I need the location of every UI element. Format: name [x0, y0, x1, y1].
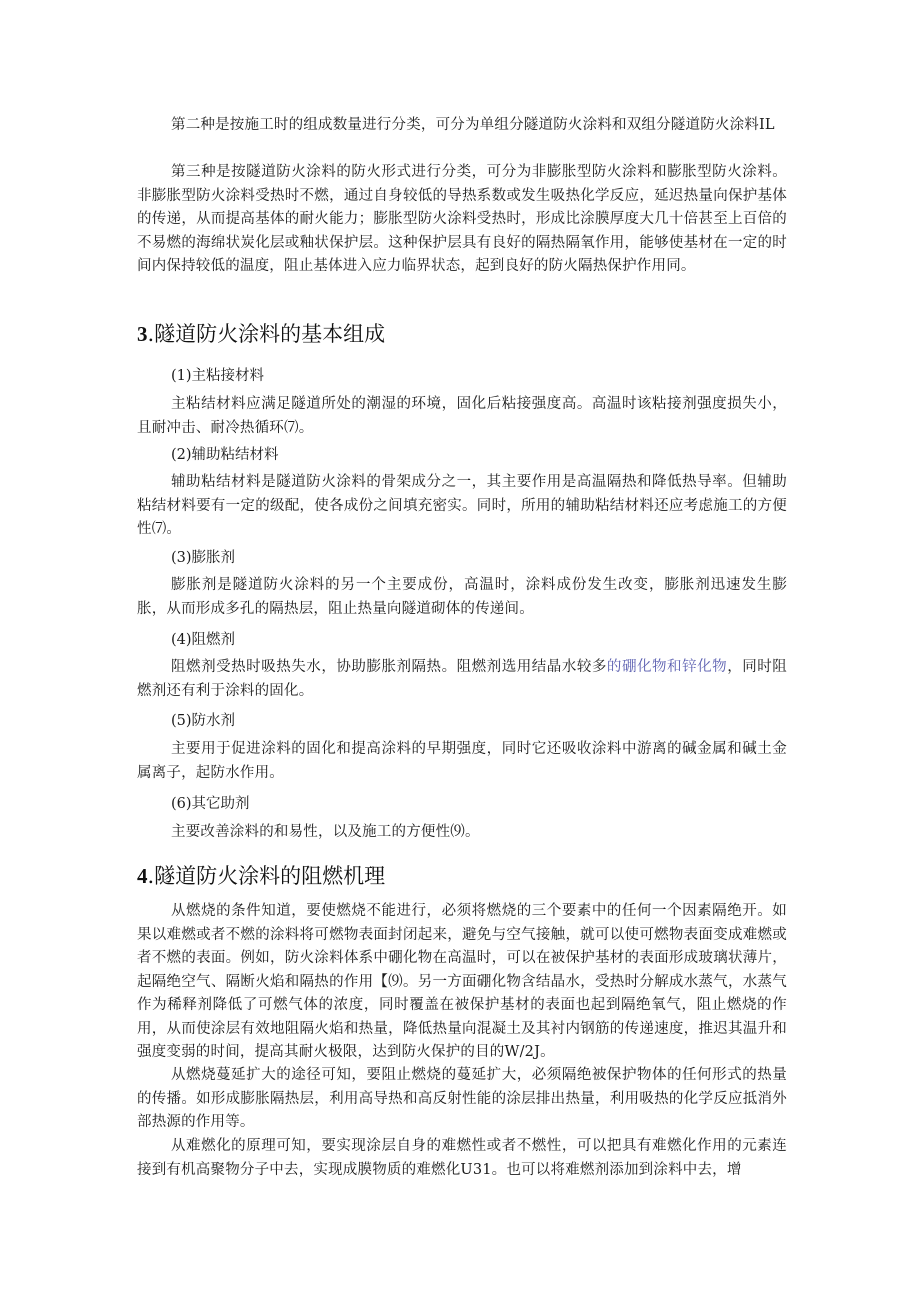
- paragraph-classification-type2: 第二种是按施工时的组成数量进行分类，可分为单组分隧道防火涂料和双组分隧道防火涂料IL: [171, 117, 775, 133]
- paragraph-mechanism-2: 从燃烧蔓延扩大的途径可知，要阻止燃烧的蔓延扩大，必须隔绝被保护物体的任何形式的热量的传播。如形成膨胀隔热层，利用高导热和高反射性能的涂层排出热量，利用吸热的化学反应抵消外部热源的作用等。: [137, 1067, 787, 1130]
- section-number: 3: [137, 322, 148, 346]
- paragraph-auxiliary-binder: 辅助粘结材料是隧道防火涂料的骨架成分之一，其主要作用是高温隔热和降低热导率。但辅助粘结材料要有一定的级配，使各成份之间填充密实。同时，所用的辅助粘结材料还应考虑施工的方便性⑺。: [137, 474, 787, 537]
- paragraph-other-additives: 主要改善涂料的和易性，以及施工的方便性⑼。: [171, 824, 480, 840]
- subheading-flame-retardant: (4)阻燃剂: [171, 632, 236, 648]
- subheading-other-additives: (6)其它助剂: [171, 796, 250, 812]
- paragraph-mechanism-1: 从燃烧的条件知道，要使燃烧不能进行，必须将燃烧的三个要素中的任何一个因素隔绝开。如果以难燃或者不燃的涂料将可燃物表面封闭起来，避免与空气接触，就可以使可燃物表面变成难燃或者不燃的表面。例如，防火涂料体系中硼化物在高温时，可以在被保护基材的表面形成玻璃状薄片，起隔绝空气、隔断火焰和隔热的作用【⑼。另一方面硼化物含结晶水，受热时分解成水蒸气，水蒸气作为稀释剂降低了可燃气体的浓度，同时覆盖在被保护基材的表面也起到隔绝氧气，阻止燃烧的作用，从而使涂层有效地阻隔火焰和热量，降低热量向混凝土及其衬内钢筋的传递速度，推迟其温升和强度变弱的时间，提高其耐火极限，达到防火保护的目的W/2J。: [137, 903, 787, 1060]
- hyperlink-borides-zinc[interactable]: 的硼化物和锌化物: [606, 659, 728, 675]
- subheading-expansion-agent: (3)膨胀剂: [171, 550, 236, 566]
- section-heading-4: [137, 862, 385, 890]
- paragraph-classification-type3: 第三种是按隧道防火涂料的防火形式进行分类，可分为非膨胀型防火涂料和膨胀型防火涂料。非膨胀型防火涂料受热时不燃，通过自身较低的导热系数或发生吸热化学反应，延迟热量向保护基体的传递，从而提高基体的耐火能力；膨胀型防火涂料受热时，形成比涂膜厚度大几十倍甚至上百倍的不易燃的海绵状炭化层或釉状保护层。这种保护层具有良好的隔热隔氧作用，能够使基材在一定的时间内保持较低的温度，阻止基体进入应力临界状态，起到良好的防火隔热保护作用同。: [137, 164, 787, 274]
- section-title: .隧道防火涂料的阻燃机理: [147, 864, 386, 888]
- subheading-auxiliary-binder: (2)辅助粘结材料: [171, 447, 279, 463]
- subheading-waterproofing-agent: (5)防水剂: [171, 713, 236, 729]
- section-number: 4: [137, 864, 148, 888]
- section-heading-3: [137, 320, 385, 348]
- paragraph-flame-retardant: [137, 656, 787, 703]
- text-run: 阻燃剂受热时吸热失水，协助膨胀剂隔热。阻燃剂选用结晶水较多: [171, 659, 607, 675]
- section-title: .隧道防火涂料的基本组成: [147, 322, 386, 346]
- paragraph-expansion-agent: 膨胀剂是隧道防火涂料的另一个主要成份，高温时，涂料成份发生改变，膨胀剂迅速发生膨胀，从而形成多孔的隔热层，阻止热量向隧道砌体的传递间。: [137, 577, 787, 617]
- paragraph-main-binder: 主粘结材料应满足隧道所处的潮湿的环境，固化后粘接强度高。高温时该粘接剂强度损失小，且耐冲击、耐冷热循环⑺。: [137, 396, 787, 436]
- text-run: ，同时阻燃剂还有利于涂料的固化。: [137, 659, 787, 699]
- subheading-main-binder: (1)主粘接材料: [171, 368, 265, 384]
- paragraph-mechanism-3: 从难燃化的原理可知，要实现涂层自身的难燃性或者不燃性，可以把具有难燃化作用的元素连接到有机高聚物分子中去，实现成膜物质的难燃化U31。也可以将难燃剂添加到涂料中去，增: [137, 1138, 787, 1178]
- paragraph-waterproofing-agent: 主要用于促进涂料的固化和提高涂料的早期强度，同时它还吸收涂料中游离的碱金属和碱土金属离子，起防水作用。: [137, 741, 787, 781]
